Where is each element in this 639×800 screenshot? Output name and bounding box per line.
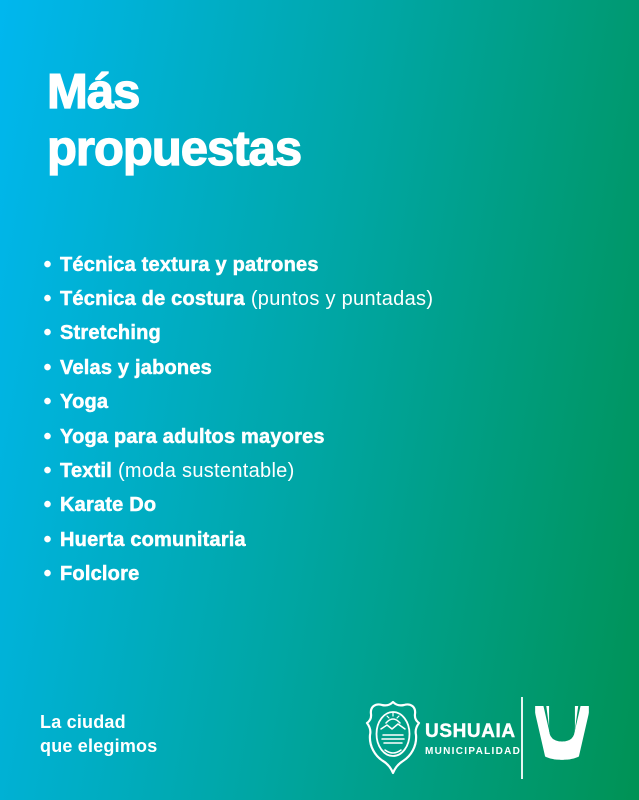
ushuaia-crest-icon bbox=[364, 699, 422, 781]
item-label: • Técnica de costura bbox=[60, 288, 245, 311]
list-item-yoga bbox=[44, 386, 433, 420]
activities-list bbox=[44, 248, 433, 592]
brand-subtitle: MUNICIPALIDAD bbox=[425, 746, 522, 757]
tagline-line-1: La ciudad bbox=[40, 712, 126, 732]
item-label: • Velas y jabones bbox=[60, 356, 212, 379]
list-item-karate-do bbox=[44, 489, 433, 523]
page-title bbox=[47, 64, 301, 178]
list-item-tecnica-costura bbox=[44, 282, 433, 316]
item-label: • Textil bbox=[60, 460, 112, 483]
tagline bbox=[40, 710, 157, 758]
list-item-folclore bbox=[44, 558, 433, 592]
item-label: • Stretching bbox=[60, 322, 161, 345]
item-label: • Yoga bbox=[60, 391, 109, 414]
u-logo-icon bbox=[534, 706, 590, 762]
title-line-2: propuestas bbox=[47, 122, 302, 176]
list-item-yoga-adultos bbox=[44, 420, 433, 454]
title-line-1: Más bbox=[47, 65, 140, 119]
item-note: (moda sustentable) bbox=[117, 460, 295, 483]
brand-divider bbox=[521, 697, 523, 779]
brand-name: USHUAIA bbox=[425, 721, 516, 742]
list-item-stretching bbox=[44, 317, 433, 351]
item-note: (puntos y puntadas) bbox=[250, 288, 434, 311]
item-label: • Folclore bbox=[60, 563, 140, 586]
brand-text bbox=[425, 721, 521, 757]
list-item-textil bbox=[44, 454, 433, 488]
item-label: • Yoga para adultos mayores bbox=[60, 425, 325, 448]
item-label: • Karate Do bbox=[60, 494, 157, 517]
list-item-huerta bbox=[44, 523, 433, 557]
list-item-velas-jabones bbox=[44, 351, 433, 385]
list-item-tecnica-textura bbox=[44, 248, 433, 282]
item-label: • Técnica textura y patrones bbox=[60, 253, 319, 276]
item-label: • Huerta comunitaria bbox=[60, 528, 246, 551]
tagline-line-2: que elegimos bbox=[40, 736, 158, 756]
